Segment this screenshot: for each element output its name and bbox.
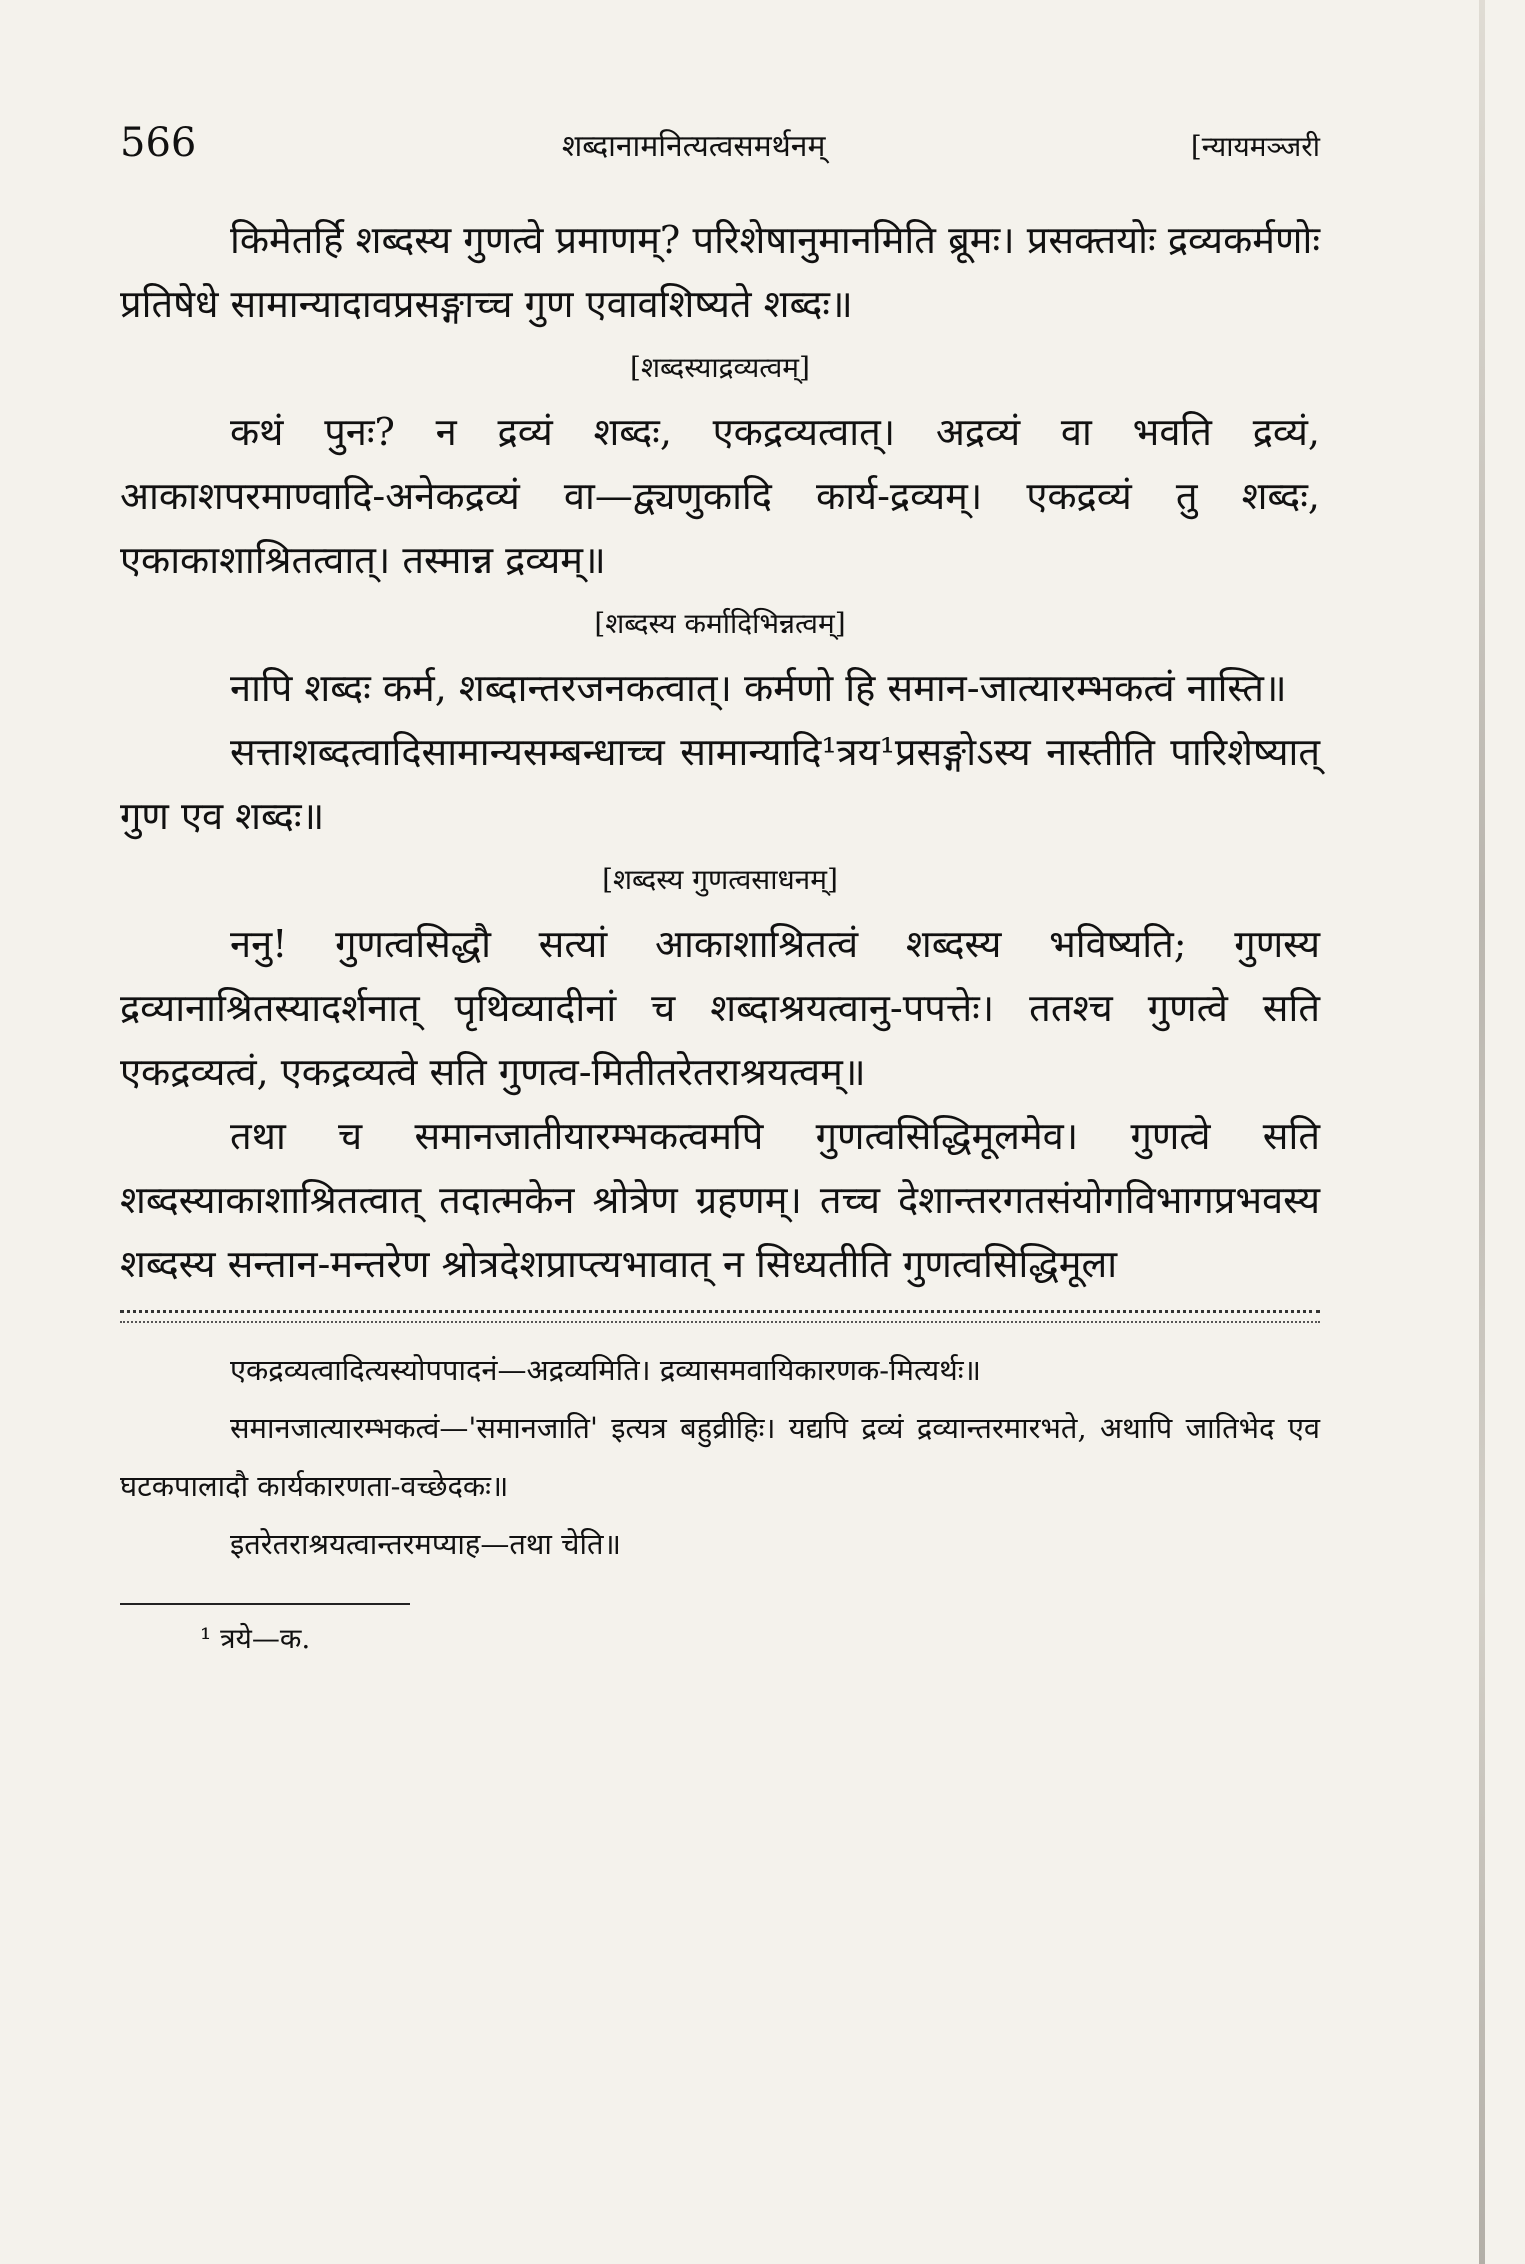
footnote: ¹ त्रये—क.	[200, 1622, 311, 1655]
paragraph-3: नापि शब्दः कर्म, शब्दान्तरजनकत्वात्। कर्मणो हि समान-जात्यारम्भकत्वं नास्ति॥	[230, 666, 1287, 710]
paragraph-4: सत्ताशब्दत्वादिसामान्यसम्बन्धाच्च सामान्यादि¹त्रय¹प्रसङ्गोऽस्य नास्तीति पारिशेष्यात् गुण एव शब्दः॥	[120, 730, 1320, 838]
paragraph-1: किमेतर्हि शब्दस्य गुणत्वे प्रमाणम्? परिशेषानुमानमिति ब्रूमः। प्रसक्तयोः द्रव्यकर्मणोः प्रतिषेधे सामान्यादावप्रसङ्गाच्च गुण एवावशिष्यते शब्दः॥	[120, 218, 1320, 326]
commentary-note-2: समानजात्यारम्भकत्वं—'समानजाति' इत्यत्र बहुव्रीहिः। यद्यपि द्रव्यं द्रव्यान्तरमारभते, अथापि जातिभेद एव घटकपालादौ कार्यकारणता-वच्छेदकः॥	[120, 1411, 1320, 1503]
footnote-rule	[120, 1603, 410, 1605]
book-page	[120, 120, 1320, 1667]
commentary-note-3: इतरेतराश्रयत्वान्तरमप्याह—तथा चेति॥	[230, 1527, 621, 1561]
commentary	[120, 1341, 1320, 1573]
main-text	[120, 208, 1320, 1296]
page-header	[120, 120, 1320, 180]
page-edge-shadow	[1479, 0, 1485, 2264]
work-title: [न्यायमञ्जरी	[1190, 130, 1320, 163]
page-number: 566	[120, 120, 197, 166]
commentary-divider	[120, 1310, 1320, 1323]
commentary-note-1: एकद्रव्यत्वादित्यस्योपपादनं—अद्रव्यमिति। द्रव्यासमवायिकारणक-मित्यर्थः॥	[230, 1353, 981, 1387]
section-heading-2: [शब्दस्य कर्मादिभिन्नत्वम्]	[594, 607, 846, 640]
running-title: शब्दानामनित्यत्वसमर्थनम्	[561, 129, 826, 164]
section-heading-1: [शब्दस्याद्रव्यत्वम्]	[630, 351, 810, 384]
paragraph-5: ननु! गुणत्वसिद्धौ सत्यां आकाशाश्रितत्वं शब्दस्य भविष्यति; गुणस्य द्रव्यानाश्रितस्यादर्शनात् पृथिव्यादीनां च शब्दाश्रयत्वानु-पपत्तेः। ततश्च गुणत्वे सति एकद्रव्यत्वं, एकद्रव्यत्वे सति गुणत्व-मितीतरेतराश्रयत्वम्॥	[120, 922, 1320, 1094]
section-heading-3: [शब्दस्य गुणत्वसाधनम्]	[602, 863, 838, 896]
paragraph-6: तथा च समानजातीयारम्भकत्वमपि गुणत्वसिद्धिमूलमेव। गुणत्वे सति शब्दस्याकाशाश्रितत्वात् तदात्मकेन श्रोत्रेण ग्रहणम्। तच्च देशान्तरगतसंयोगविभागप्रभवस्य शब्दस्य सन्तान-मन्तरेण श्रोत्रदेशप्राप्त्यभावात् न सिध्यतीति गुणत्वसिद्धिमूला	[120, 1114, 1320, 1286]
paragraph-2: कथं पुनः? न द्रव्यं शब्दः, एकद्रव्यत्वात्। अद्रव्यं वा भवति द्रव्यं, आकाशपरमाण्वादि-अनेकद्रव्यं वा—द्व्यणुकादि कार्य-द्रव्यम्। एकद्रव्यं तु शब्दः, एकाकाशाश्रितत्वात्। तस्मान्न द्रव्यम्॥	[120, 410, 1320, 582]
